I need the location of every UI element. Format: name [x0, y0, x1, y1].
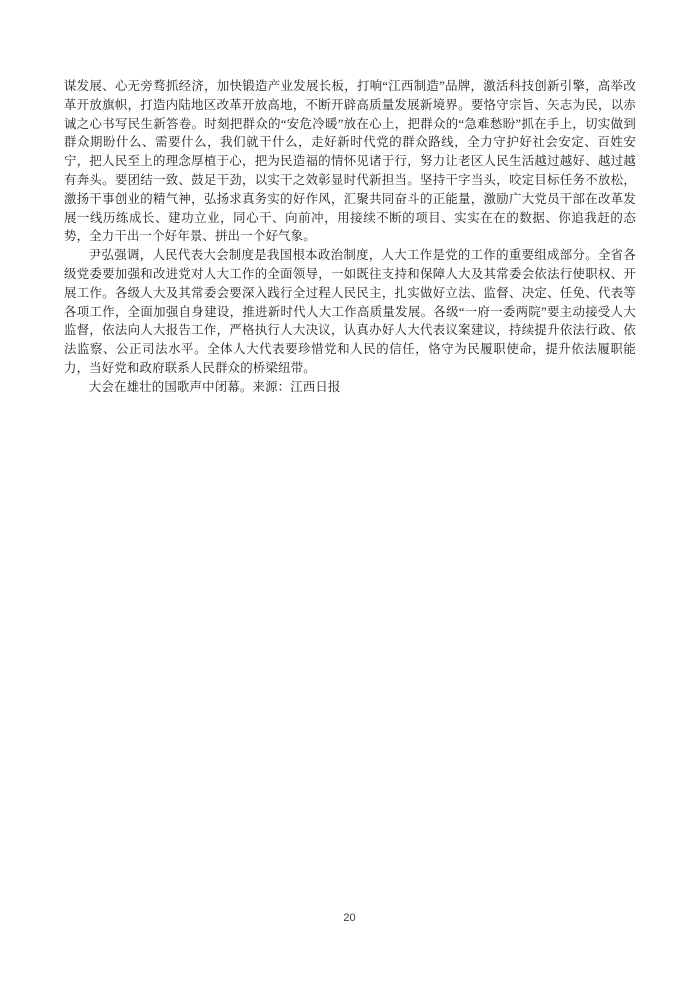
document-body — [64, 77, 636, 397]
page-number: 20 — [343, 912, 356, 924]
paragraph: 谋发展、心无旁骛抓经济，加快锻造产业发展长板，打响“江西制造”品牌，激活科技创新引擎，高举改革开放旗帜，打造内陆地区改革开放高地，不断开辟高质量发展新境界。要恪守宗旨、矢志为民，以赤诚之心书写民生新答卷。时刻把群众的“安危冷暖”放在心上，把群众的“急难愁盼”抓在手上，切实做到群众期盼什么、需要什么，我们就干什么，走好新时代党的群众路线，全力守护好社会安定、百姓安宁，把人民至上的理念厚植于心，把为民造福的情怀见诸于行，努力让老区人民生活越过越好、越过越有奔头。要团结一致、鼓足干劲，以实干之效彰显时代新担当。坚持干字当头，咬定目标任务不放松，激扬干事创业的精气神，弘扬求真务实的好作风，汇聚共同奋斗的正能量，激励广大党员干部在改革发展一线历练成长、建功立业，同心干、向前冲，用接续不断的项目、实实在在的数据、你追我赶的态势，全力干出一个好年景、拼出一个好气象。 — [64, 79, 636, 244]
paragraph: 大会在雄壮的国歌声中闭幕。来源：江西日报 — [88, 379, 341, 394]
paragraph: 尹弘强调，人民代表大会制度是我国根本政治制度，人大工作是党的工作的重要组成部分。全省各级党委要加强和改进党对人大工作的全面领导，一如既往支持和保障人大及其常委会依法行使职权、开展工作。各级人大及其常委会要深入践行全过程人民民主，扎实做好立法、监督、决定、任免、代表等各项工作，全面加强自身建设，推进新时代人大工作高质量发展。各级“一府一委两院”要主动接受人大监督，依法向人大报告工作，严格执行人大决议，认真办好人大代表议案建议，持续提升依法行政、依法监察、公正司法水平。全体人大代表要珍惜党和人民的信任，恪守为民履职使命，提升依法履职能力，当好党和政府联系人民群众的桥梁纽带。 — [64, 248, 636, 375]
